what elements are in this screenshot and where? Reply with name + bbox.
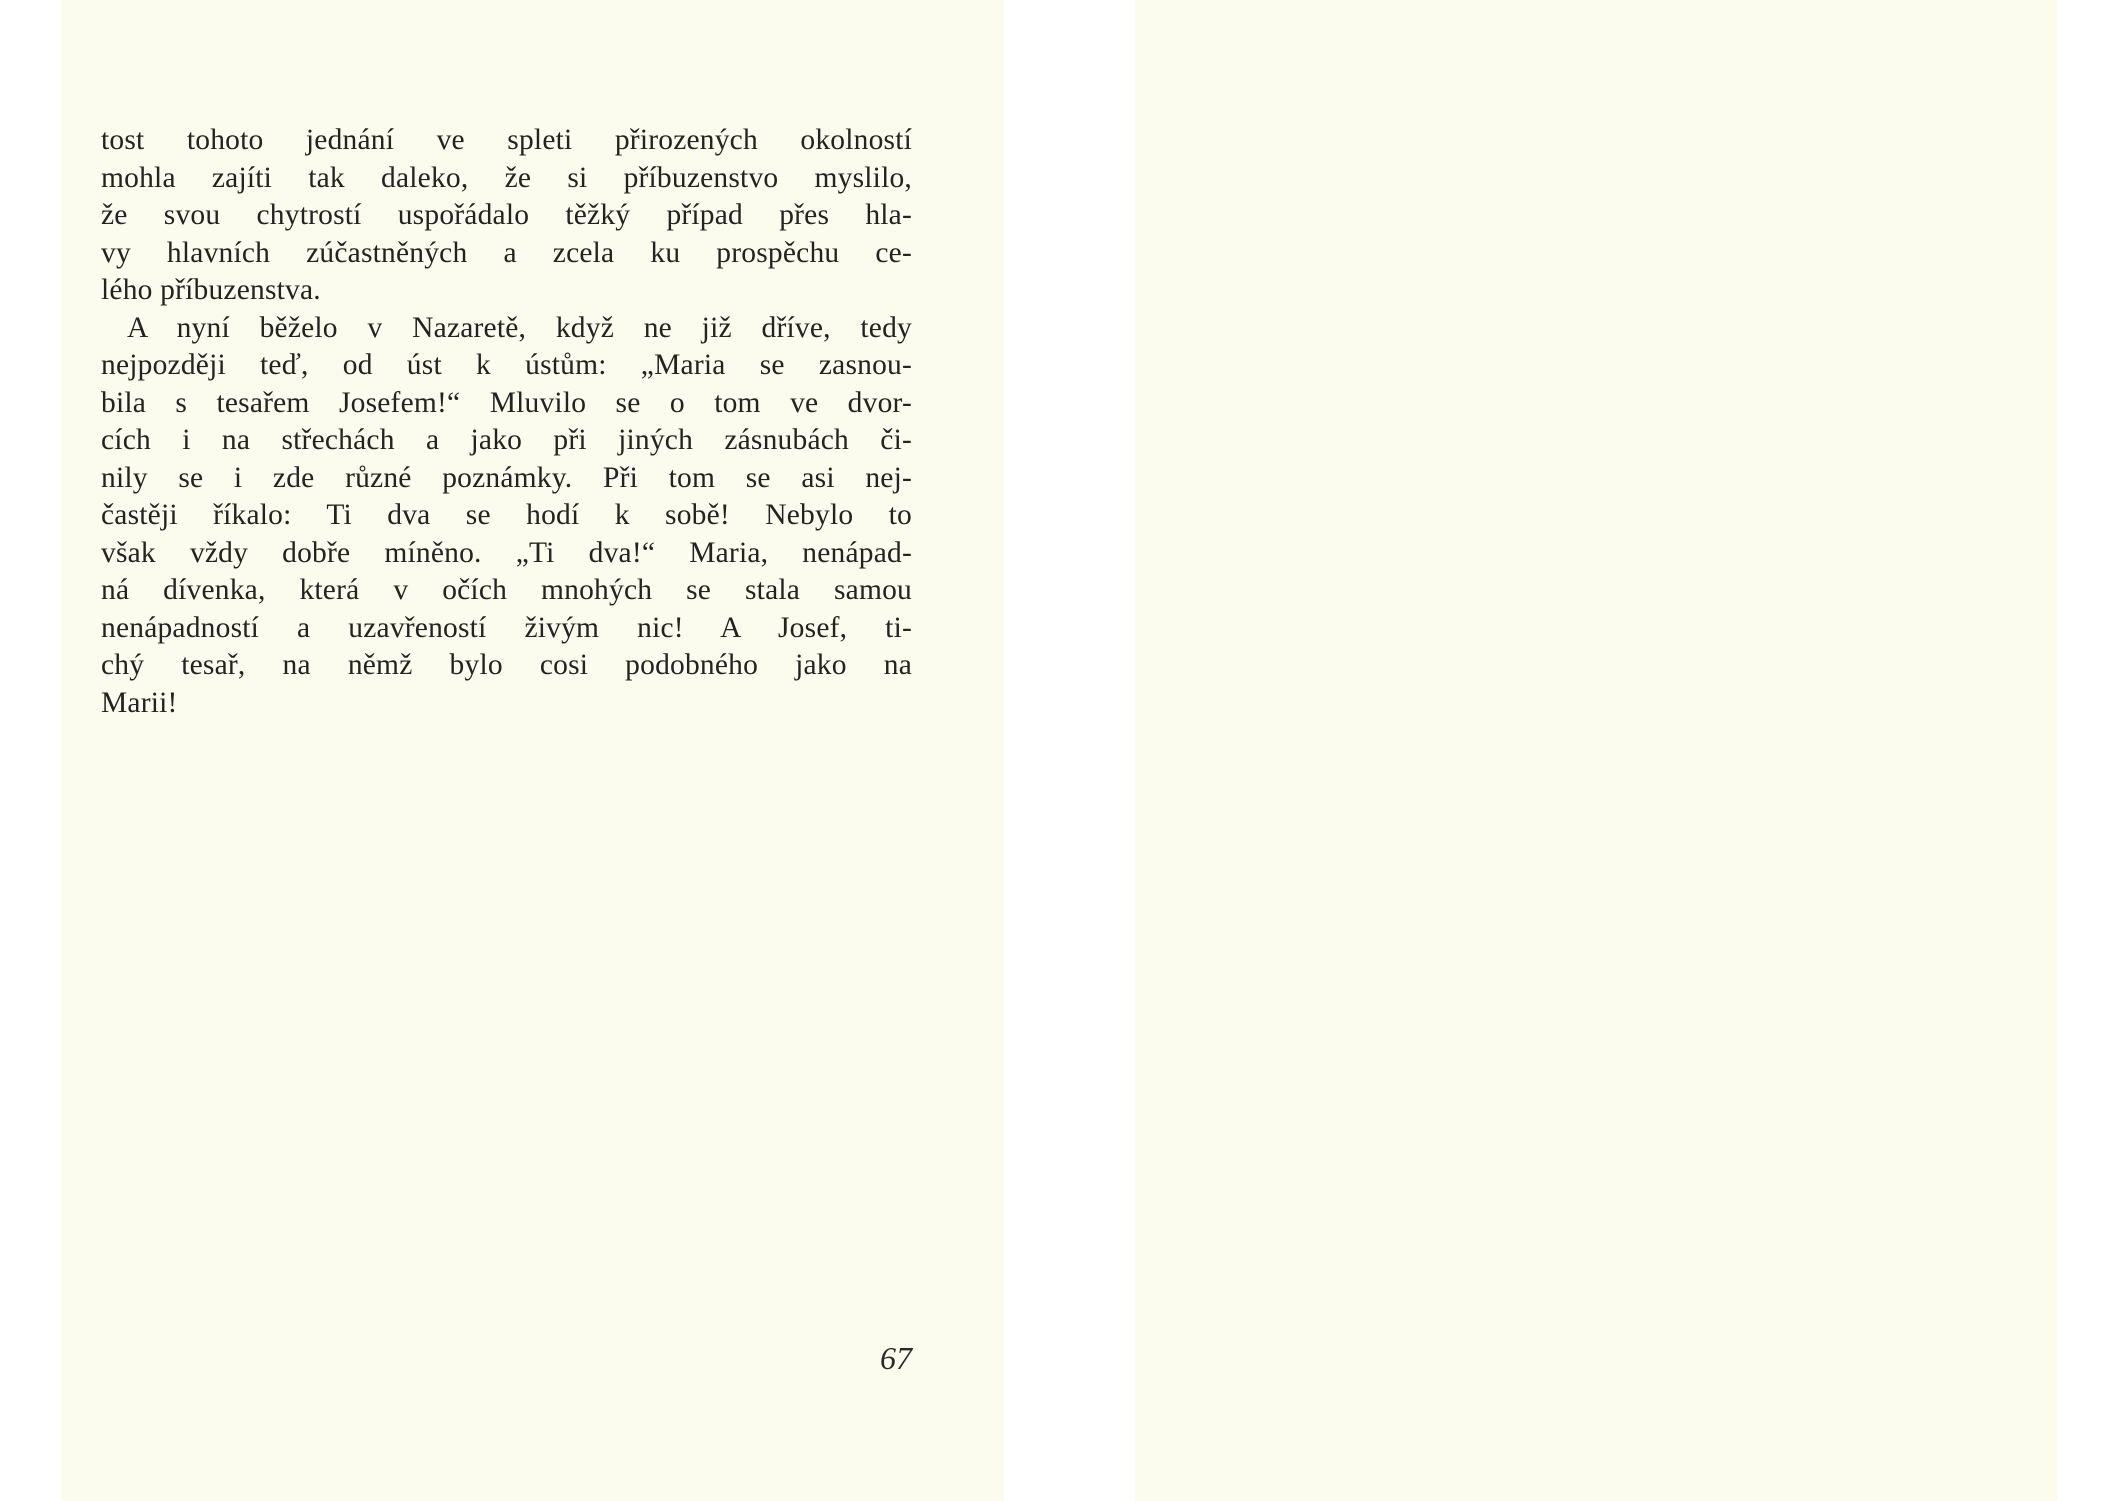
text-line: lého příbuzenstva. xyxy=(101,274,321,306)
text-line: A nyní běželo v Nazaretě, když ne již dříve, tedy xyxy=(127,311,912,344)
text-line: vy hlavních zúčastněných a zcela ku prospěchu ce- xyxy=(101,236,912,269)
right-page-blank xyxy=(1135,0,2057,1501)
text-line: cích i na střechách a jako při jiných zásnubách či- xyxy=(101,424,912,456)
text-line: tost tohoto jednání ve spleti přirozených okolností xyxy=(101,124,912,156)
text-line: však vždy dobře míněno. „Ti dva!“ Maria, nenápad- xyxy=(101,536,912,569)
text-line: častěji říkalo: Ti dva se hodí k sobě! Nebylo to xyxy=(101,499,912,531)
text-line: Marii! xyxy=(101,686,178,719)
text-line: nejpozději teď, od úst k ústům: „Maria se zasnou- xyxy=(101,349,912,381)
body-text xyxy=(101,122,912,722)
text-line: chý tesař, na němž bylo cosi podobného jako na xyxy=(101,649,912,681)
text-line: ná dívenka, která v očích mnohých se stala samou xyxy=(101,574,912,606)
text-line: nenápadností a uzavřeností živým nic! A Josef, ti- xyxy=(101,611,912,644)
left-page xyxy=(61,0,1004,1501)
text-line: nily se i zde různé poznámky. Při tom se asi nej- xyxy=(101,461,912,494)
page-number: 67 xyxy=(880,1340,912,1376)
text-line: že svou chytrostí uspořádalo těžký případ přes hla- xyxy=(101,199,912,231)
text-line: bila s tesařem Josefem!“ Mluvilo se o tom ve dvor- xyxy=(101,386,912,419)
text-line: mohla zajíti tak daleko, že si příbuzenstvo myslilo, xyxy=(101,161,912,194)
